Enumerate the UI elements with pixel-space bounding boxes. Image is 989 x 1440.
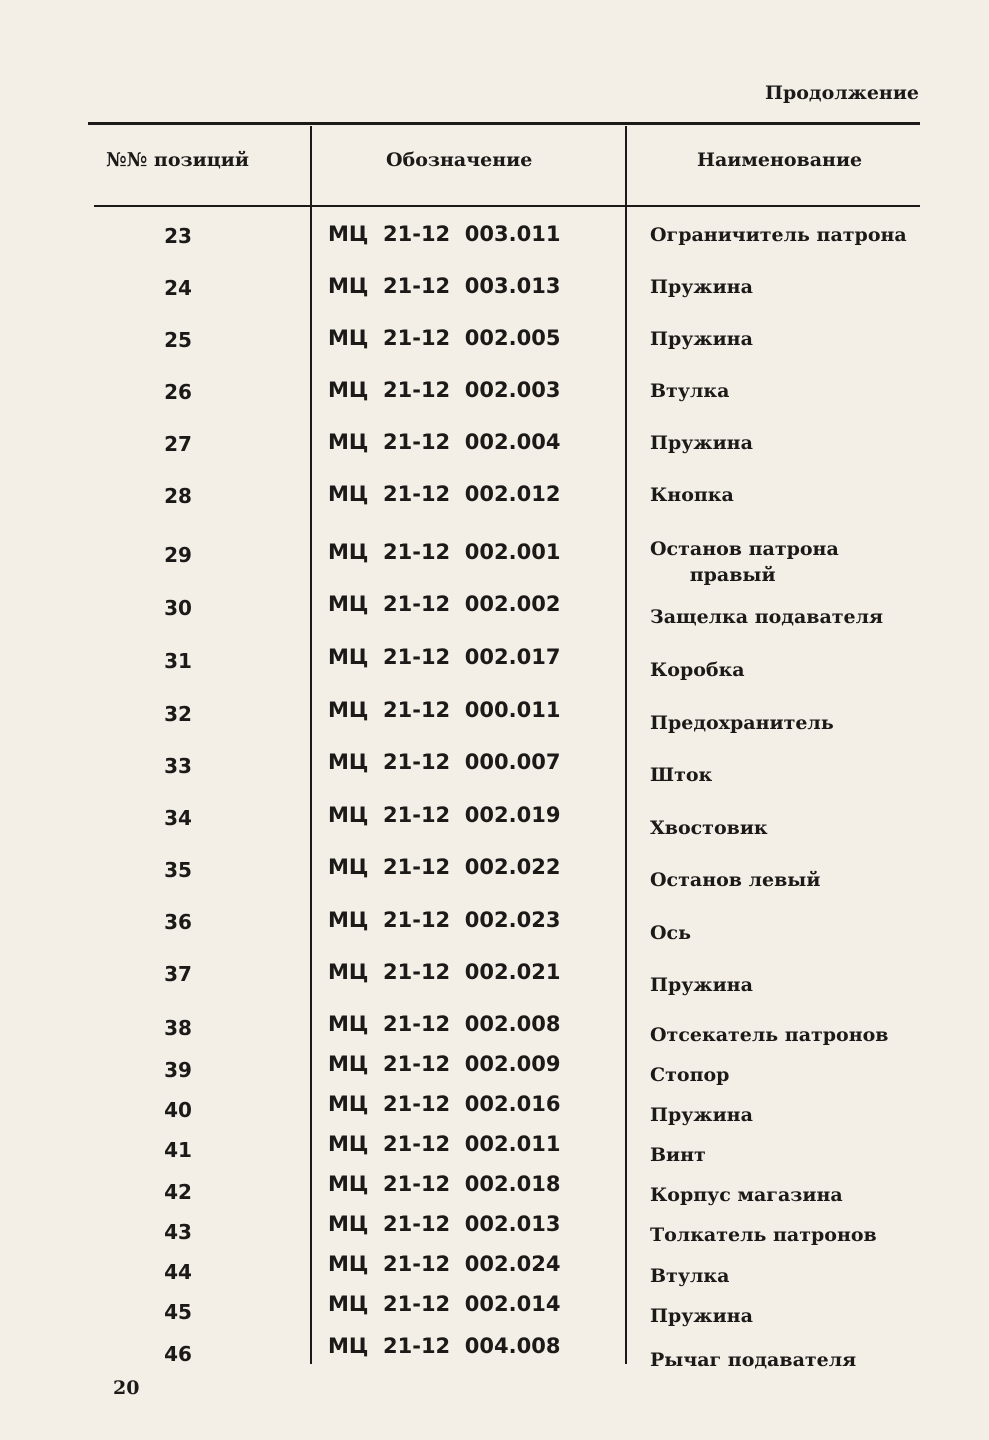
position-number: 27 [164, 432, 192, 456]
column-header-position: №№ позиций [106, 149, 249, 171]
name-cell: Пружина [650, 328, 753, 350]
position-number: 32 [164, 702, 192, 726]
position-number: 34 [164, 806, 192, 830]
designation-cell: МЦ 21-12 002.011 [328, 1132, 561, 1156]
position-number: 45 [164, 1300, 192, 1324]
position-number: 41 [164, 1138, 192, 1162]
name-cell: Останов патрона правый [650, 538, 839, 586]
position-number: 26 [164, 380, 192, 404]
designation-cell: МЦ 21-12 002.013 [328, 1212, 561, 1236]
position-number: 44 [164, 1260, 192, 1284]
continuation-label: Продолжение [765, 82, 919, 104]
column-divider-2 [625, 126, 627, 1364]
position-number: 23 [164, 224, 192, 248]
name-cell: Корпус магазина [650, 1184, 843, 1206]
position-number: 40 [164, 1098, 192, 1122]
name-cell: Отсекатель патронов [650, 1024, 889, 1046]
name-cell: Пружина [650, 276, 753, 298]
designation-cell: МЦ 21-12 002.008 [328, 1012, 561, 1036]
designation-cell: МЦ 21-12 004.008 [328, 1334, 561, 1358]
designation-cell: МЦ 21-12 002.017 [328, 645, 561, 669]
column-divider-1 [310, 126, 312, 1364]
designation-cell: МЦ 21-12 002.002 [328, 592, 561, 616]
name-cell: Винт [650, 1144, 706, 1166]
name-cell: Кнопка [650, 484, 734, 506]
designation-cell: МЦ 21-12 002.003 [328, 378, 561, 402]
name-cell: Коробка [650, 659, 745, 681]
position-number: 29 [164, 543, 192, 567]
position-number: 31 [164, 649, 192, 673]
position-number: 24 [164, 276, 192, 300]
position-number: 39 [164, 1058, 192, 1082]
name-cell: Ограничитель патрона [650, 224, 907, 246]
position-number: 46 [164, 1342, 192, 1366]
name-cell: Ось [650, 922, 692, 944]
designation-cell: МЦ 21-12 002.004 [328, 430, 561, 454]
position-number: 28 [164, 484, 192, 508]
designation-cell: МЦ 21-12 002.022 [328, 855, 561, 879]
designation-cell: МЦ 21-12 002.016 [328, 1092, 561, 1116]
column-header-name: Наименование [697, 149, 863, 171]
designation-cell: МЦ 21-12 002.014 [328, 1292, 561, 1316]
name-cell: Останов левый [650, 869, 821, 891]
position-number: 33 [164, 754, 192, 778]
name-cell: Втулка [650, 1265, 730, 1287]
designation-cell: МЦ 21-12 002.024 [328, 1252, 561, 1276]
column-header-designation: Обозначение [386, 149, 533, 171]
designation-cell: МЦ 21-12 000.007 [328, 750, 561, 774]
name-cell: Пружина [650, 1104, 753, 1126]
name-cell: Пружина [650, 1305, 753, 1327]
designation-cell: МЦ 21-12 002.021 [328, 960, 561, 984]
name-cell: Стопор [650, 1064, 730, 1086]
name-cell: Пружина [650, 432, 753, 454]
designation-cell: МЦ 21-12 002.019 [328, 803, 561, 827]
name-cell: Втулка [650, 380, 730, 402]
position-number: 42 [164, 1180, 192, 1204]
table-header-rule [94, 205, 920, 207]
name-cell: Шток [650, 764, 713, 786]
name-cell: Пружина [650, 974, 753, 996]
name-cell: Хвостовик [650, 817, 768, 839]
position-number: 35 [164, 858, 192, 882]
designation-cell: МЦ 21-12 003.011 [328, 222, 561, 246]
designation-cell: МЦ 21-12 000.011 [328, 698, 561, 722]
position-number: 25 [164, 328, 192, 352]
name-cell: Защелка подавателя [650, 606, 884, 628]
designation-cell: МЦ 21-12 002.012 [328, 482, 561, 506]
page-number: 20 [113, 1377, 140, 1399]
name-cell: Предохранитель [650, 712, 834, 734]
name-cell: Толкатель патронов [650, 1224, 877, 1246]
designation-cell: МЦ 21-12 002.009 [328, 1052, 561, 1076]
name-cell: Рычаг подавателя [650, 1349, 857, 1371]
position-number: 43 [164, 1220, 192, 1244]
position-number: 38 [164, 1016, 192, 1040]
designation-cell: МЦ 21-12 002.001 [328, 540, 561, 564]
designation-cell: МЦ 21-12 002.005 [328, 326, 561, 350]
designation-cell: МЦ 21-12 002.023 [328, 908, 561, 932]
position-number: 37 [164, 962, 192, 986]
table-top-rule [88, 122, 920, 125]
designation-cell: МЦ 21-12 003.013 [328, 274, 561, 298]
position-number: 36 [164, 910, 192, 934]
position-number: 30 [164, 596, 192, 620]
designation-cell: МЦ 21-12 002.018 [328, 1172, 561, 1196]
